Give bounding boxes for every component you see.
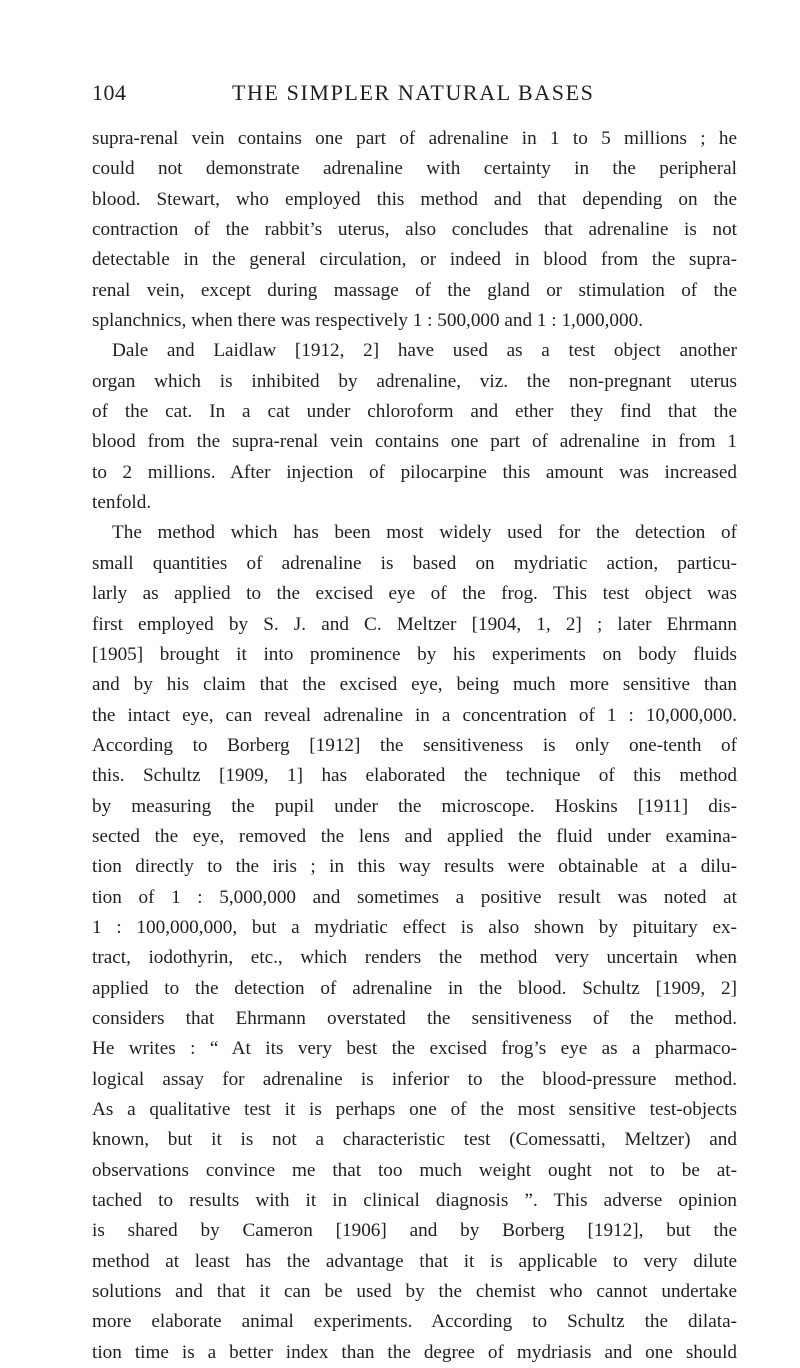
- text-line: tion time is a better index than the degree of mydriasis and one should: [92, 1341, 737, 1363]
- text-line: As a qualitative test it is perhaps one of the most sensitive test-objects: [92, 1099, 737, 1120]
- text-line: sected the eye, removed the lens and applied the fluid under examina-: [92, 825, 737, 847]
- text-line: tract, iodothyrin, etc., which renders the method very uncertain when: [92, 947, 737, 969]
- text-line: renal vein, except during massage of the gland or stimulation of the: [92, 279, 737, 301]
- text-line: could not demonstrate adrenaline with certainty in the peripheral: [92, 158, 737, 180]
- text-line: the intact eye, can reveal adrenaline in a concentration of 1 : 10,000,000.: [92, 704, 737, 726]
- text-line: tion directly to the iris ; in this way results were obtainable at a dilu-: [92, 856, 737, 878]
- text-line: blood from the supra-renal vein contains one part of adrenaline in from 1: [92, 431, 737, 453]
- text-line: contraction of the rabbit’s uterus, also concludes that adrenaline is not: [92, 219, 737, 241]
- text-line: observations convince me that too much weight ought not to be at-: [92, 1159, 737, 1181]
- text-line: tached to results with it in clinical diagnosis ”. This adverse opinion: [92, 1190, 737, 1212]
- text-line: splanchnics, when there was respectively 1 : 500,000 and 1 : 1,000,000.: [92, 310, 643, 332]
- page-number: 104: [92, 80, 127, 105]
- text-line: tion of 1 : 5,000,000 and sometimes a positive result was noted at: [92, 886, 737, 908]
- text-line: tenfold.: [92, 492, 152, 514]
- text-line: larly as applied to the excised eye of the frog. This test object was: [92, 583, 737, 605]
- text-line: He writes : “ At its very best the excised frog’s eye as a pharmaco-: [92, 1038, 737, 1060]
- text-line: According to Borberg [1912] the sensitiveness is only one-tenth of: [92, 734, 737, 756]
- text-line: The method which has been most widely used for the detection of: [112, 522, 737, 544]
- text-line: solutions and that it can be used by the chemist who cannot undertake: [92, 1281, 737, 1303]
- text-line: small quantities of adrenaline is based on mydriatic action, particu-: [92, 552, 737, 574]
- text-line: [1905] brought it into prominence by his experiments on body fluids: [92, 643, 737, 665]
- text-line: this. Schultz [1909, 1] has elaborated the technique of this method: [92, 765, 737, 787]
- text-line: considers that Ehrmann overstated the sensitiveness of the method.: [92, 1007, 737, 1029]
- text-line: logical assay for adrenaline is inferior to the blood-pressure method.: [92, 1068, 737, 1090]
- text-line: 1 : 100,000,000, but a mydriatic effect is also shown by pituitary ex-: [92, 916, 737, 938]
- text-line: by measuring the pupil under the microscope. Hoskins [1911] dis-: [92, 795, 737, 817]
- text-line: applied to the detection of adrenaline in the blood. Schultz [1909, 2]: [92, 977, 737, 999]
- text-line: more elaborate animal experiments. According to Schultz the dilata-: [92, 1311, 737, 1333]
- text-line: and by his claim that the excised eye, being much more sensitive than: [92, 674, 737, 696]
- running-title: THE SIMPLER NATURAL BASES: [232, 80, 595, 105]
- text-line: to 2 millions. After injection of pilocarpine this amount was increased: [92, 461, 737, 483]
- running-head: [92, 80, 737, 110]
- body-text: [92, 124, 737, 1368]
- text-line: known, but it is not a characteristic test (Comessatti, Meltzer) and: [92, 1129, 737, 1151]
- text-line: organ which is inhibited by adrenaline, viz. the non-pregnant uterus: [92, 370, 737, 392]
- text-line: first employed by S. J. and C. Meltzer [1904, 1, 2] ; later Ehrmann: [92, 613, 737, 635]
- text-line: blood. Stewart, who employed this method and that depending on the: [92, 188, 737, 210]
- text-line: detectable in the general circulation, or indeed in blood from the supra-: [92, 249, 737, 271]
- text-line: method at least has the advantage that it is applicable to very dilute: [92, 1250, 737, 1272]
- text-line: is shared by Cameron [1906] and by Borberg [1912], but the: [92, 1220, 737, 1242]
- text-line: supra-renal vein contains one part of adrenaline in 1 to 5 millions ; he: [92, 128, 737, 149]
- text-line: Dale and Laidlaw [1912, 2] have used as a test object another: [112, 340, 737, 362]
- text-line: of the cat. In a cat under chloroform and ether they find that the: [92, 401, 737, 423]
